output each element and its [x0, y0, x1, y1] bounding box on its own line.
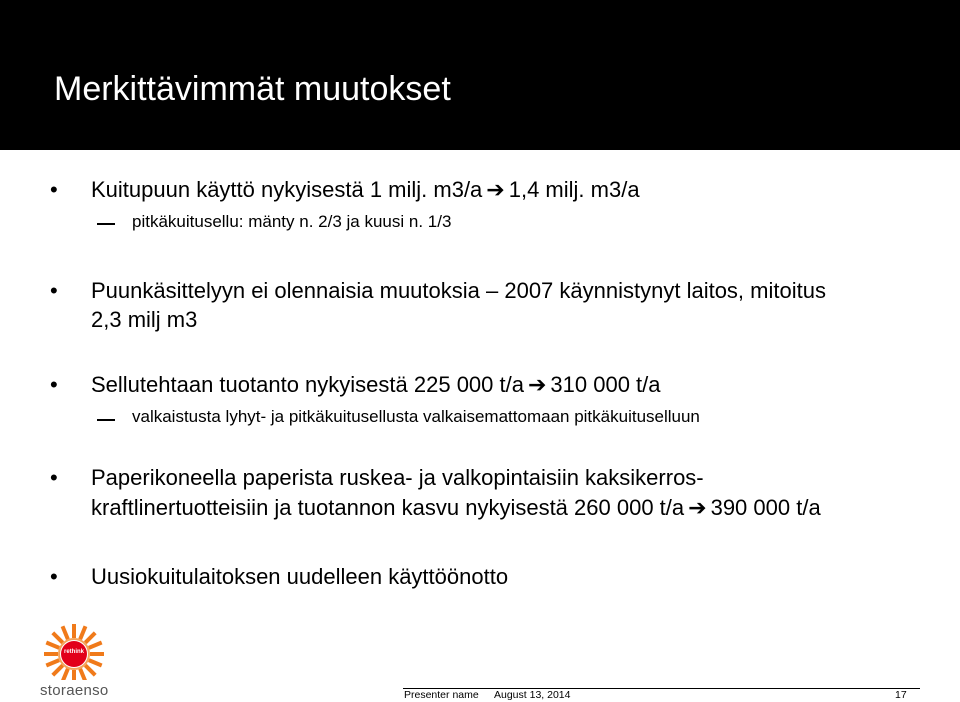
page-number: 17	[895, 689, 907, 701]
dash-icon	[97, 419, 115, 421]
bullet-icon: •	[50, 564, 58, 589]
bullet-text: Paperikoneella paperista ruskea- ja valkopintaisiin kaksikerros-	[91, 465, 704, 490]
sub-bullet-text: pitkäkuitusellu: mänty n. 2/3 ja kuusi n. 1/3	[132, 212, 452, 231]
bullet-text: Puunkäsittelyyn ei olennaisia muutoksia – 2007 käynnistynyt laitos, mitoitus	[91, 278, 826, 303]
arrow-icon: ➔	[486, 177, 505, 202]
sub-bullet-text: valkaistusta lyhyt- ja pitkäkuitusellusta valkaisemattomaan pitkäkuituselluun	[132, 407, 700, 426]
presentation-date: August 13, 2014	[494, 689, 571, 701]
brand-wordmark: storaenso	[40, 682, 109, 699]
bullet-text-continued: kraftlinertuotteisiin ja tuotannon kasvu nykyisestä 260 000 t/a ➔ 390 000 t/a	[91, 493, 821, 523]
arrow-icon: ➔	[688, 495, 707, 520]
bullet-text-continued: 2,3 milj m3	[91, 307, 198, 332]
footer-divider	[403, 688, 920, 689]
bullet-icon: •	[50, 465, 58, 490]
slide-title: Merkittävimmät muutokset	[54, 70, 451, 108]
bullet-text: Sellutehtaan tuotanto nykyisestä 225 000 t/a ➔ 310 000 t/a	[91, 370, 661, 400]
arrow-icon: ➔	[527, 372, 547, 397]
bullet-icon: •	[50, 177, 58, 202]
dash-icon	[97, 223, 115, 225]
bullet-icon: •	[50, 278, 58, 303]
stora-enso-logo	[38, 620, 110, 680]
bullet-text: Uusiokuitulaitoksen uudelleen käyttöönotto	[91, 564, 509, 589]
bullet-icon: •	[50, 372, 58, 397]
logo-badge-text: rethink	[63, 649, 84, 655]
bullet-text: Kuitupuun käyttö nykyisestä 1 milj. m3/a ➔ 1,4 milj. m3/a	[91, 175, 640, 205]
presenter-name: Presenter name	[404, 689, 479, 701]
